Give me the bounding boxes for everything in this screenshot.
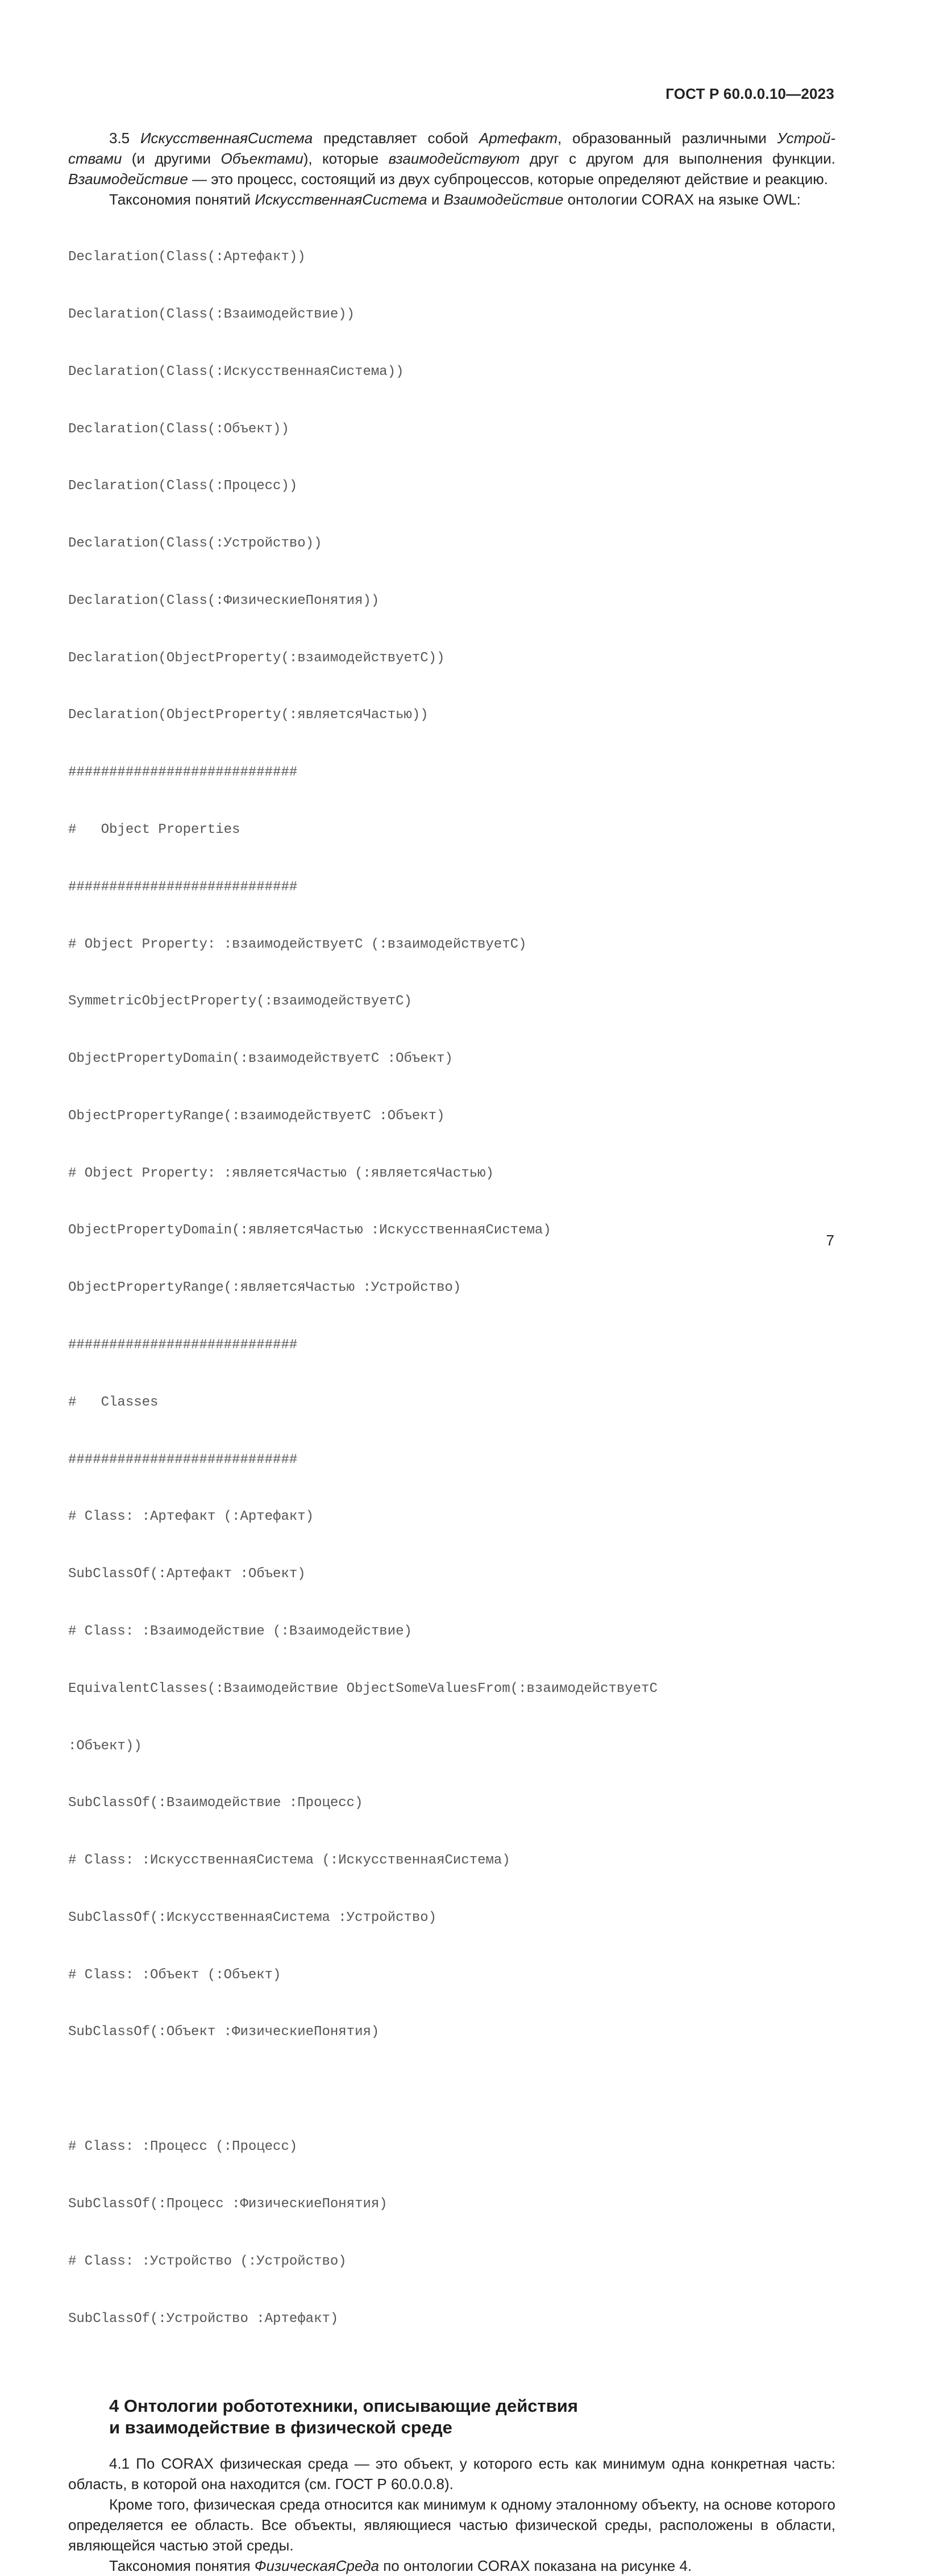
code-line: Declaration(Class(:ФизическиеПонятия)) [68, 593, 380, 608]
paragraph-4-1: 4.1 По CORAX физическая среда — это объект, у которого есть как минимум одна конкретная часть: область, в которой она находится (см. ГОСТ Р 60.0.0.8). [68, 2454, 835, 2492]
section-heading-line: и взаимодействие в физической среде [109, 2417, 452, 2437]
code-line: # Class: :Устройство (:Устройство) [68, 2253, 347, 2269]
code-line: ObjectPropertyRange(:являетсяЧастью :Устройство) [68, 1280, 461, 1296]
text-run: онтологии CORAX на языке OWL: [563, 191, 801, 208]
term-physical-environment: ФизическаяСреда [254, 2557, 379, 2574]
code-line: Declaration(ObjectProperty(:являетсяЧастью)) [68, 707, 429, 723]
code-line: EquivalentClasses(:Взаимодействие ObjectSomeValuesFrom(:взаимодействуетС [68, 1681, 658, 1697]
code-line: Declaration(Class(:Устройство)) [68, 536, 322, 552]
code-line: SubClassOf(:Объект :ФизическиеПонятия) [68, 2024, 380, 2040]
code-line: SubClassOf(:Устройство :Артефакт) [68, 2311, 339, 2327]
term-interaction: Взаимодействие [68, 170, 188, 187]
text-run: ), которые [303, 150, 389, 167]
code-line: ############################ [68, 1452, 298, 1468]
paragraph-taxonomy-physical-environment [68, 2556, 835, 2576]
code-line: Declaration(Class(:ИскусственнаяСистема)) [68, 364, 404, 380]
code-line: Declaration(Class(:Процесс)) [68, 478, 298, 494]
text-run: (и другими [122, 150, 221, 167]
page-content [68, 128, 835, 2576]
section-heading-line: 4 Онтологии робототехники, описывающие действия [109, 2395, 578, 2416]
term-artificial-system: ИскусственнаяСистема [140, 130, 313, 147]
code-line: :Объект)) [68, 1738, 142, 1754]
code-line: Declaration(Class(:Объект)) [68, 421, 289, 437]
code-blank-line [68, 2080, 835, 2099]
term-devices: Устрой-ствами [68, 130, 835, 167]
code-line: # Object Property: :являетсяЧастью (:являетсяЧастью) [68, 1165, 494, 1181]
code-line: ############################ [68, 879, 298, 895]
text-run: представляет собой [313, 130, 479, 147]
code-line: # Class: :Процесс (:Процесс) [68, 2139, 298, 2155]
paragraph-taxonomy-owl [68, 189, 835, 210]
owl-code-block [68, 210, 835, 2367]
paragraph-4-1-continued: Кроме того, физическая среда относится как минимум к одному эталонному объекту, на основе которого определяется ее область. Все объекты, являющиеся частью физической среды, расположены в области, являющейся частью этой среды. [68, 2495, 835, 2554]
code-line: # Object Properties [68, 822, 240, 837]
code-line: # Class: :Объект (:Объект) [68, 1967, 281, 1983]
code-line: Declaration(Class(:Взаимодействие)) [68, 306, 355, 322]
term-interact: взаимодействуют [388, 150, 520, 167]
code-line: # Class: :Взаимодействие (:Взаимодействие) [68, 1623, 412, 1639]
code-line: ObjectPropertyRange(:взаимодействуетС :Объект) [68, 1108, 445, 1124]
text-run: друг с другом для выполнения функции. [519, 150, 835, 167]
code-line: # Class: :Артефакт (:Артефакт) [68, 1509, 314, 1525]
page-number: 7 [826, 1232, 834, 1249]
code-line: SubClassOf(:Процесс :ФизическиеПонятия) [68, 2196, 388, 2212]
text-run: Таксономия понятий [109, 191, 255, 208]
text-run: — это процесс, состоящий из двух субпроцессов, которые определяют действие и реакцию. [188, 170, 829, 187]
term-interaction: Взаимодействие [443, 191, 564, 208]
code-line: Declaration(Class(:Артефакт)) [68, 249, 306, 265]
code-line: SymmetricObjectProperty(:взаимодействуетС) [68, 994, 412, 1010]
standard-code-header: ГОСТ Р 60.0.0.10—2023 [666, 85, 834, 102]
code-line: # Classes [68, 1394, 159, 1410]
code-line: SubClassOf(:Артефакт :Объект) [68, 1566, 306, 1582]
code-line: ############################ [68, 765, 298, 781]
text-run: и [427, 191, 444, 208]
term-artifact: Артефакт [479, 130, 558, 147]
code-line: SubClassOf(:Взаимодействие :Процесс) [68, 1795, 363, 1811]
code-line: # Object Property: :взаимодействуетС (:взаимодействуетС) [68, 936, 527, 952]
code-line: ############################ [68, 1337, 298, 1353]
code-line: # Class: :ИскусственнаяСистема (:ИскусственнаяСистема) [68, 1853, 510, 1869]
code-line: ObjectPropertyDomain(:являетсяЧастью :ИскусственнаяСистема) [68, 1223, 551, 1239]
section-4-heading [109, 2395, 835, 2439]
text-run: Таксономия понятия [109, 2557, 255, 2574]
clause-number: 3.5 [109, 130, 140, 147]
term-artificial-system: ИскусственнаяСистема [255, 191, 427, 208]
text-run: по онтологии CORAX показана на рисунке 4. [379, 2557, 692, 2574]
code-line: ObjectPropertyDomain(:взаимодействуетС :Объект) [68, 1051, 453, 1067]
code-line: SubClassOf(:ИскусственнаяСистема :Устройство) [68, 1910, 437, 1925]
text-run: , образованный различными [558, 130, 777, 147]
term-objects: Объектами [221, 150, 303, 167]
code-line: Declaration(ObjectProperty(:взаимодействуетС)) [68, 650, 445, 666]
paragraph-3-5 [68, 128, 835, 189]
